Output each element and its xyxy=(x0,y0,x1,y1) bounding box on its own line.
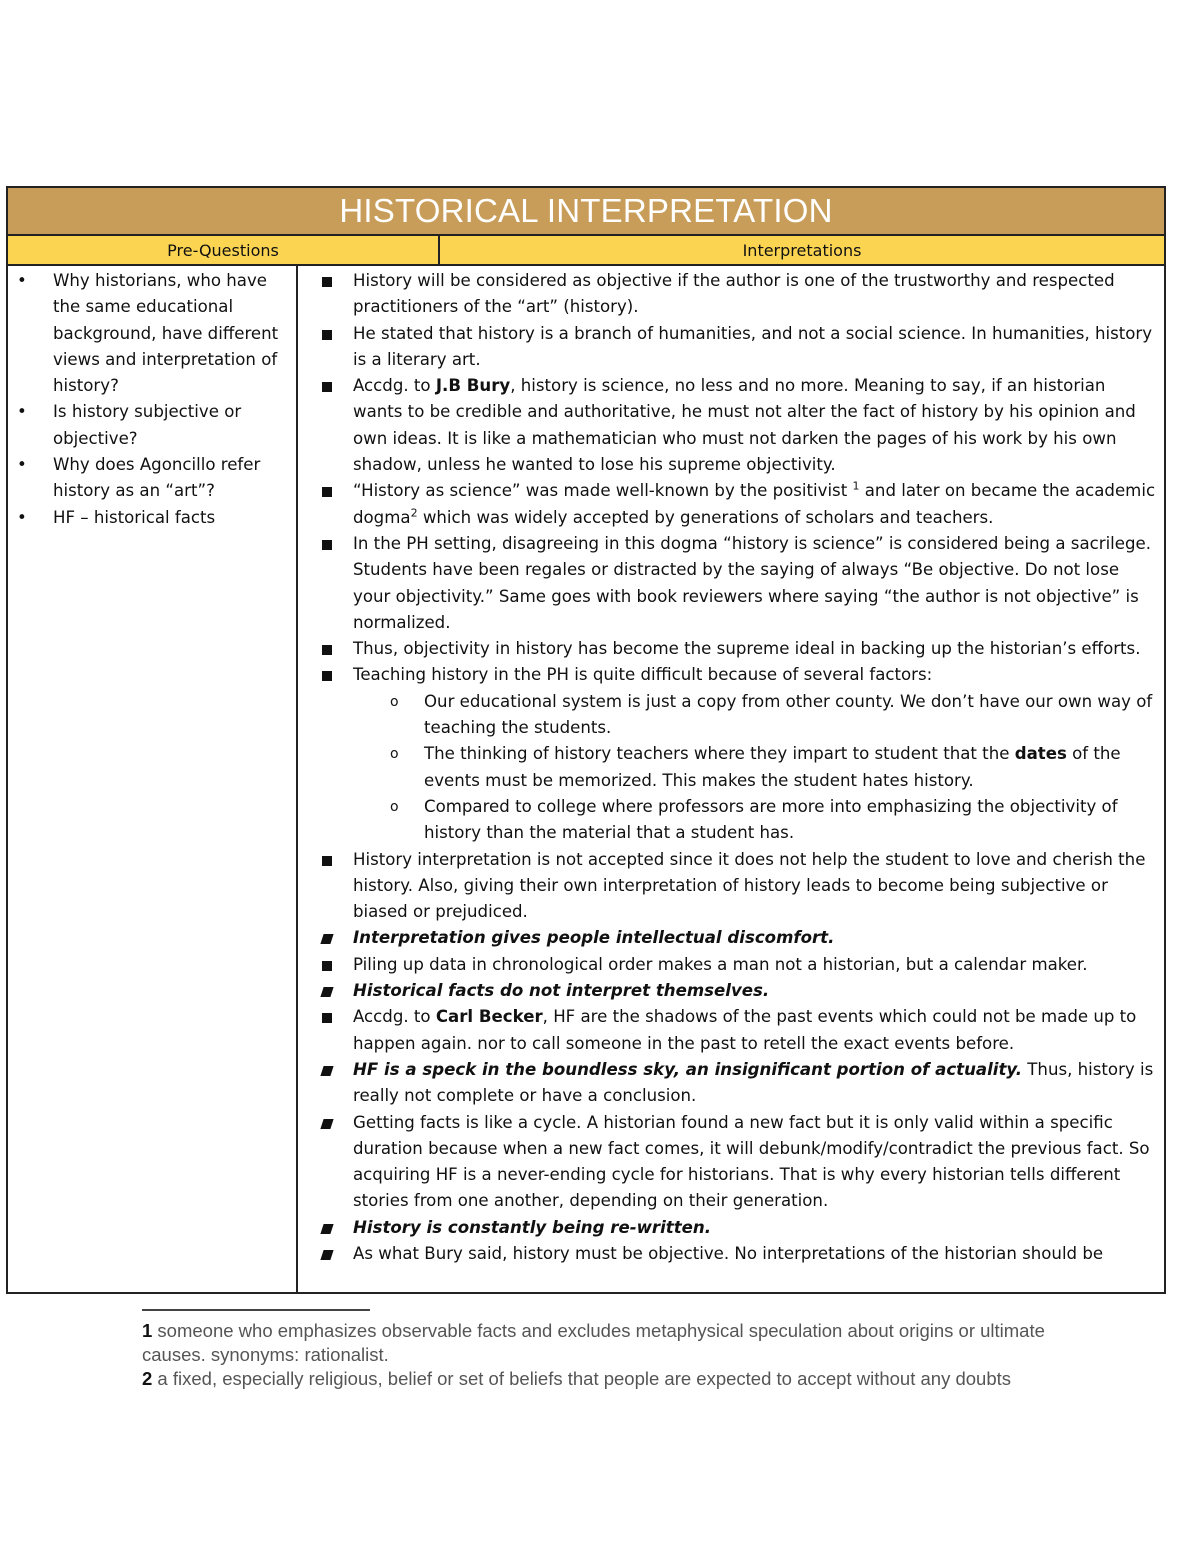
list-item: • HF – historical facts xyxy=(8,505,296,531)
sub-list-item: o Our educational system is just a copy from other county. We don’t have our own way of teaching the students. xyxy=(298,689,1164,742)
square-bullet-icon xyxy=(320,1224,333,1234)
square-bullet-icon xyxy=(322,277,332,287)
sub-list-item: o The thinking of history teachers where they impart to student that the dates of the events must be memorized. This makes the student hates history. xyxy=(298,741,1164,794)
list-item: Historical facts do not interpret themselves. xyxy=(298,978,1164,1004)
square-bullet-icon xyxy=(322,540,332,550)
footnote-ref: 1 xyxy=(852,479,860,493)
bullet-dot-icon: • xyxy=(17,271,27,290)
list-item: Piling up data in chronological order makes a man not a historian, but a calendar maker. xyxy=(298,952,1164,978)
square-bullet-icon xyxy=(322,856,332,866)
list-item: • Why does Agoncillo refer history as an “art”? xyxy=(8,452,296,505)
list-item: • Is history subjective or objective? xyxy=(8,399,296,452)
bullet-dot-icon: • xyxy=(17,507,27,527)
square-bullet-icon xyxy=(320,1119,333,1129)
title-bar xyxy=(8,188,1164,236)
notes-table xyxy=(6,186,1166,1294)
list-item: History will be considered as objective if the author is one of the trustworthy and respected practitioners of the “art” (history). xyxy=(298,268,1164,321)
list-item: HF is a speck in the boundless sky, an insignificant portion of actuality. Thus, history is really not complete or have a conclusion. xyxy=(298,1057,1164,1110)
list-item: • Why historians, who have the same educational background, have different views and interpretation of history? xyxy=(8,268,296,399)
footnote-ref: 2 xyxy=(410,506,418,520)
square-bullet-icon xyxy=(322,487,332,497)
list-item: In the PH setting, disagreeing in this dogma “history is science” is considered being a sacrilege. Students have been regales or distracted by the saying of always “Be objective. Do not lose your objectivity.” Same goes with book reviewers where saying “the author is not objective” is normalized. xyxy=(298,531,1164,636)
list-item: Interpretation gives people intellectual discomfort. xyxy=(298,925,1164,951)
page-title: HISTORICAL INTERPRETATION xyxy=(339,192,833,229)
list-item: Thus, objectivity in history has become the supreme ideal in backing up the historian’s efforts. xyxy=(298,636,1164,662)
list-item: Accdg. to J.B Bury, history is science, no less and no more. Meaning to say, if an historian wants to be credible and authoritative, he must not alter the fact of history by his opinion and own ideas. It is like a mathematician who must not darken the pages of his work by his own shadow, unless he wanted to lose his supreme objectivity. xyxy=(298,373,1164,478)
square-bullet-icon xyxy=(322,1013,332,1023)
circle-bullet-icon: o xyxy=(390,746,399,763)
list-item: History interpretation is not accepted since it does not help the student to love and cherish the history. Also, giving their own interpretation of history leads to become being subjective or biased or prejudiced. xyxy=(298,847,1164,926)
list-item: “History as science” was made well-known by the positivist $^1$ and later on became the academic dogma$^2$ which was widely accepted by generations of scholars and teachers. xyxy=(298,478,1164,531)
interpretations-list xyxy=(298,268,1164,1267)
footnote-divider xyxy=(142,1309,370,1311)
list-item: Accdg. to Carl Becker, HF are the shadows of the past events which could not be made up to happen again. nor to call someone in the past to retell the exact events before. xyxy=(298,1004,1164,1057)
footnotes xyxy=(142,1309,1062,1391)
bullet-dot-icon: • xyxy=(17,455,27,475)
footnote: 2 a fixed, especially religious, belief or set of beliefs that people are expected to accept without any doubts xyxy=(142,1368,1012,1389)
list-item: Teaching history in the PH is quite difficult because of several factors: xyxy=(298,662,1164,688)
body-row xyxy=(8,266,1164,1294)
bullet-dot-icon: • xyxy=(17,402,27,422)
square-bullet-icon xyxy=(322,671,332,681)
header-pre-questions: Pre-Questions xyxy=(8,236,440,264)
circle-bullet-icon: o xyxy=(390,798,399,815)
header-row xyxy=(8,236,1164,266)
square-bullet-icon xyxy=(322,645,332,655)
square-bullet-icon xyxy=(320,1250,333,1260)
square-bullet-icon xyxy=(322,330,332,340)
header-interpretations: Interpretations xyxy=(742,240,862,260)
pre-questions-list xyxy=(8,268,296,531)
list-item: As what Bury said, history must be objective. No interpretations of the historian should be xyxy=(298,1241,1164,1267)
list-item: Getting facts is like a cycle. A historian found a new fact but it is only valid within a specific duration because when a new fact comes, it will debunk/modify/contradict the previous fact. So acquiring HF is a never-ending cycle for historians. That is why every historian tells different stories from one another, depending on their generation. xyxy=(298,1110,1164,1215)
sub-list-item: o Compared to college where professors are more into emphasizing the objectivity of history than the material that a student has. xyxy=(298,794,1164,847)
square-bullet-icon xyxy=(322,382,332,392)
pre-questions-column xyxy=(8,266,298,1294)
square-bullet-icon xyxy=(322,961,332,971)
list-item: He stated that history is a branch of humanities, and not a social science. In humanities, history is a literary art. xyxy=(298,321,1164,374)
list-item: History is constantly being re-written. xyxy=(298,1215,1164,1241)
square-bullet-icon xyxy=(320,987,333,997)
interpretations-column xyxy=(298,266,1164,1294)
square-bullet-icon xyxy=(320,934,333,944)
footnote: 1 someone who emphasizes observable facts and excludes metaphysical speculation about origins or ultimate causes. synonyms: rationalist. xyxy=(142,1320,1045,1365)
circle-bullet-icon: o xyxy=(390,693,399,710)
square-bullet-icon xyxy=(320,1066,333,1076)
